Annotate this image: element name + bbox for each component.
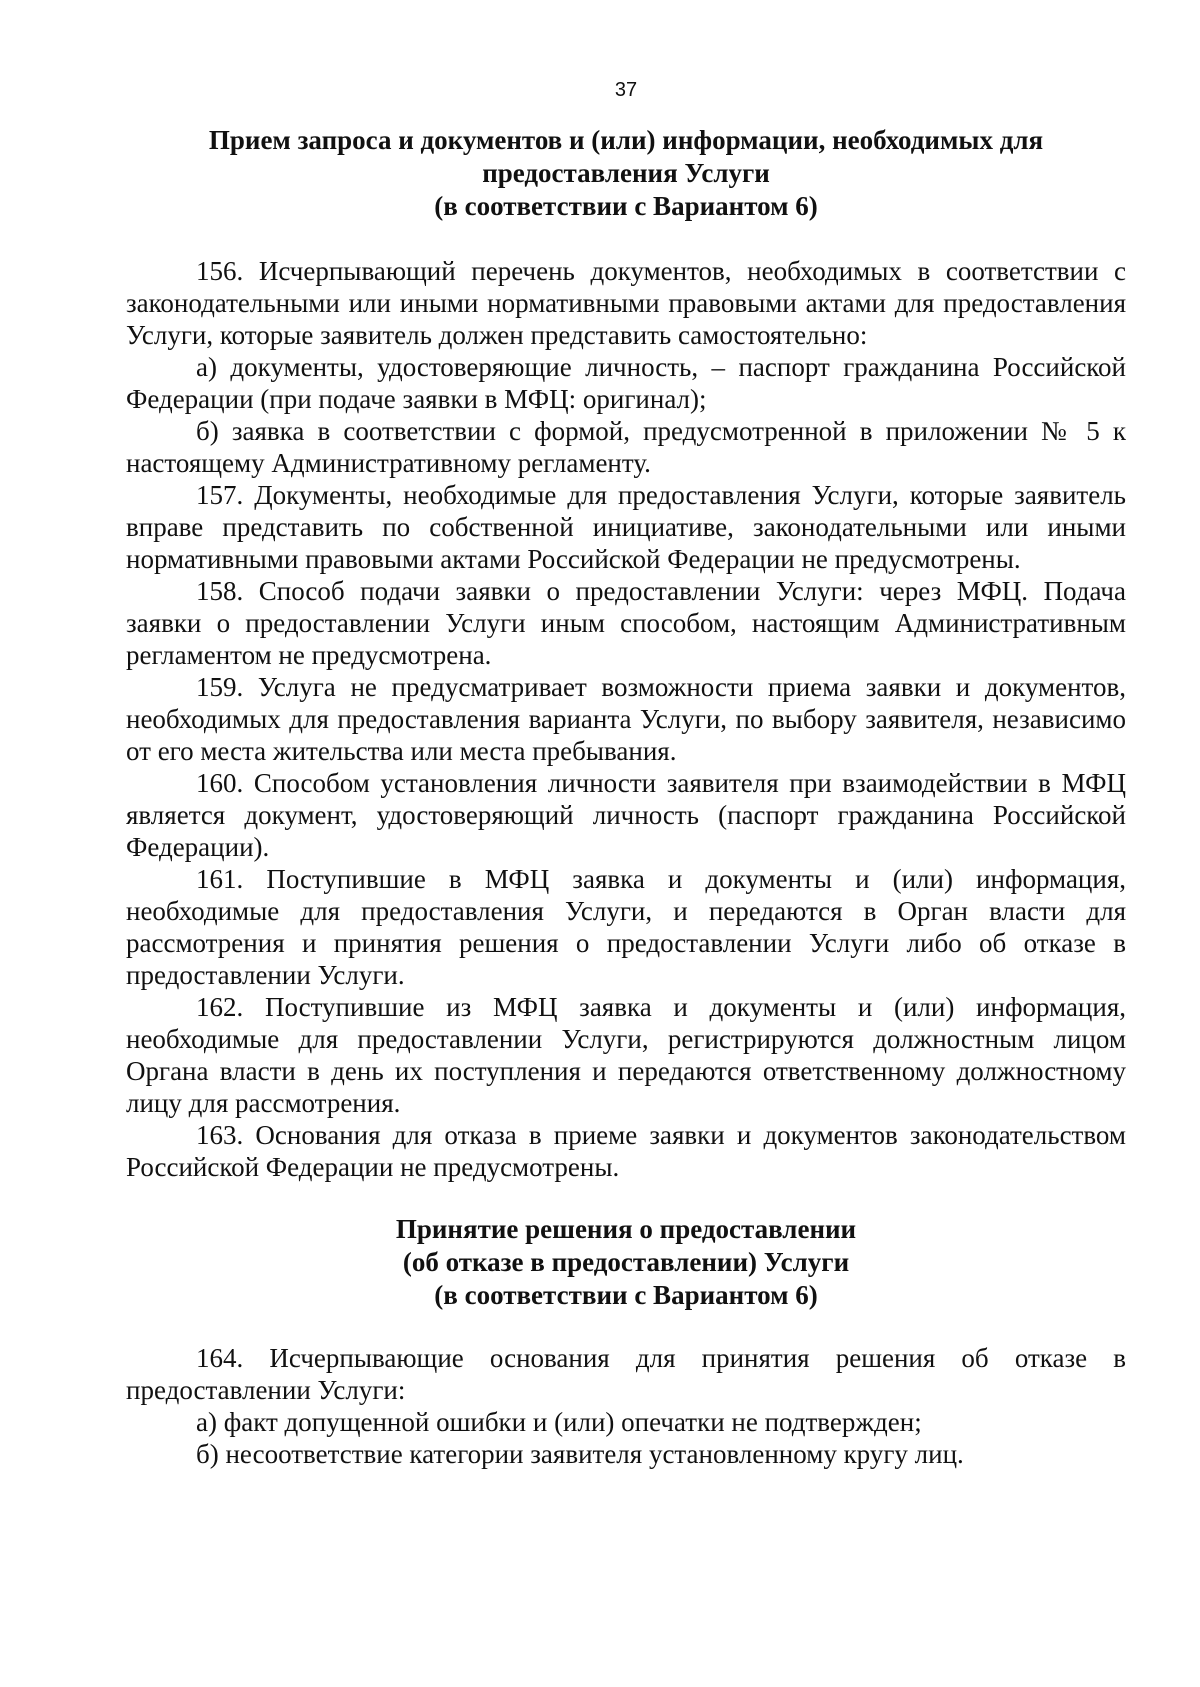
paragraph-164: 164. Исчерпывающие основания для принятия решения об отказе в предоставлении Услуги: [126, 1343, 1126, 1405]
heading-line: (в соответствии с Вариантом 6) [434, 1280, 818, 1310]
paragraph-164-b: б) несоответствие категории заявителя установленному кругу лиц. [196, 1439, 964, 1469]
paragraph-156: 156. Исчерпывающий перечень документов, необходимых в соответствии с законодательными или иными нормативными правовыми актами для предоставления Услуги, которые заявитель должен представить самостоятельно: [126, 256, 1126, 350]
section-body-decision [126, 1342, 1126, 1470]
paragraph-159: 159. Услуга не предусматривает возможности приема заявки и документов, необходимых для предоставления варианта Услуги, по выбору заявителя, независимо от его места жительства или места пребывания. [126, 672, 1126, 766]
section-body-reception [126, 255, 1126, 1183]
paragraph-164-a: а) факт допущенной ошибки и (или) опечатки не подтвержден; [196, 1407, 922, 1437]
paragraph-156-b: б) заявка в соответствии с формой, предусмотренной в приложении № 5 к настоящему Административному регламенту. [126, 416, 1126, 478]
paragraph-160: 160. Способом установления личности заявителя при взаимодействии в МФЦ является документ, удостоверяющий личность (паспорт гражданина Российской Федерации). [126, 768, 1126, 862]
paragraph-156-a: а) документы, удостоверяющие личность, – паспорт гражданина Российской Федерации (при подаче заявки в МФЦ: оригинал); [126, 352, 1126, 414]
paragraph-158: 158. Способ подачи заявки о предоставлении Услуги: через МФЦ. Подача заявки о предоставлении Услуги иным способом, настоящим Административным регламентом не предусмотрена. [126, 576, 1126, 670]
heading-line: (в соответствии с Вариантом 6) [434, 191, 818, 221]
page-number: 37 [614, 79, 638, 101]
paragraph-161: 161. Поступившие в МФЦ заявка и документы и (или) информация, необходимые для предоставления Услуги, и передаются в Орган власти для рассмотрения и принятия решения о предоставлении Услуги либо об отказе в предоставлении Услуги. [126, 864, 1126, 990]
heading-line: Прием запроса и документов и (или) информации, необходимых для [208, 125, 1044, 155]
paragraph-162: 162. Поступившие из МФЦ заявка и документы и (или) информация, необходимые для предоставлении Услуги, регистрируются должностным лицом Органа власти в день их поступления и передаются ответственному должностному лицу для рассмотрения. [126, 992, 1126, 1118]
heading-line: (об отказе в предоставлении) Услуги [402, 1247, 850, 1277]
paragraph-163: 163. Основания для отказа в приеме заявки и документов законодательством Российской Федерации не предусмотрены. [126, 1120, 1126, 1182]
paragraph-157: 157. Документы, необходимые для предоставления Услуги, которые заявитель вправе представить по собственной инициативе, законодательными или иными нормативными правовыми актами Российской Федерации не предусмотрены. [126, 480, 1126, 574]
section-heading-reception [126, 124, 1126, 223]
section-heading-decision [126, 1213, 1126, 1312]
heading-line: предоставления Услуги [482, 158, 770, 188]
heading-line: Принятие решения о предоставлении [395, 1214, 857, 1244]
